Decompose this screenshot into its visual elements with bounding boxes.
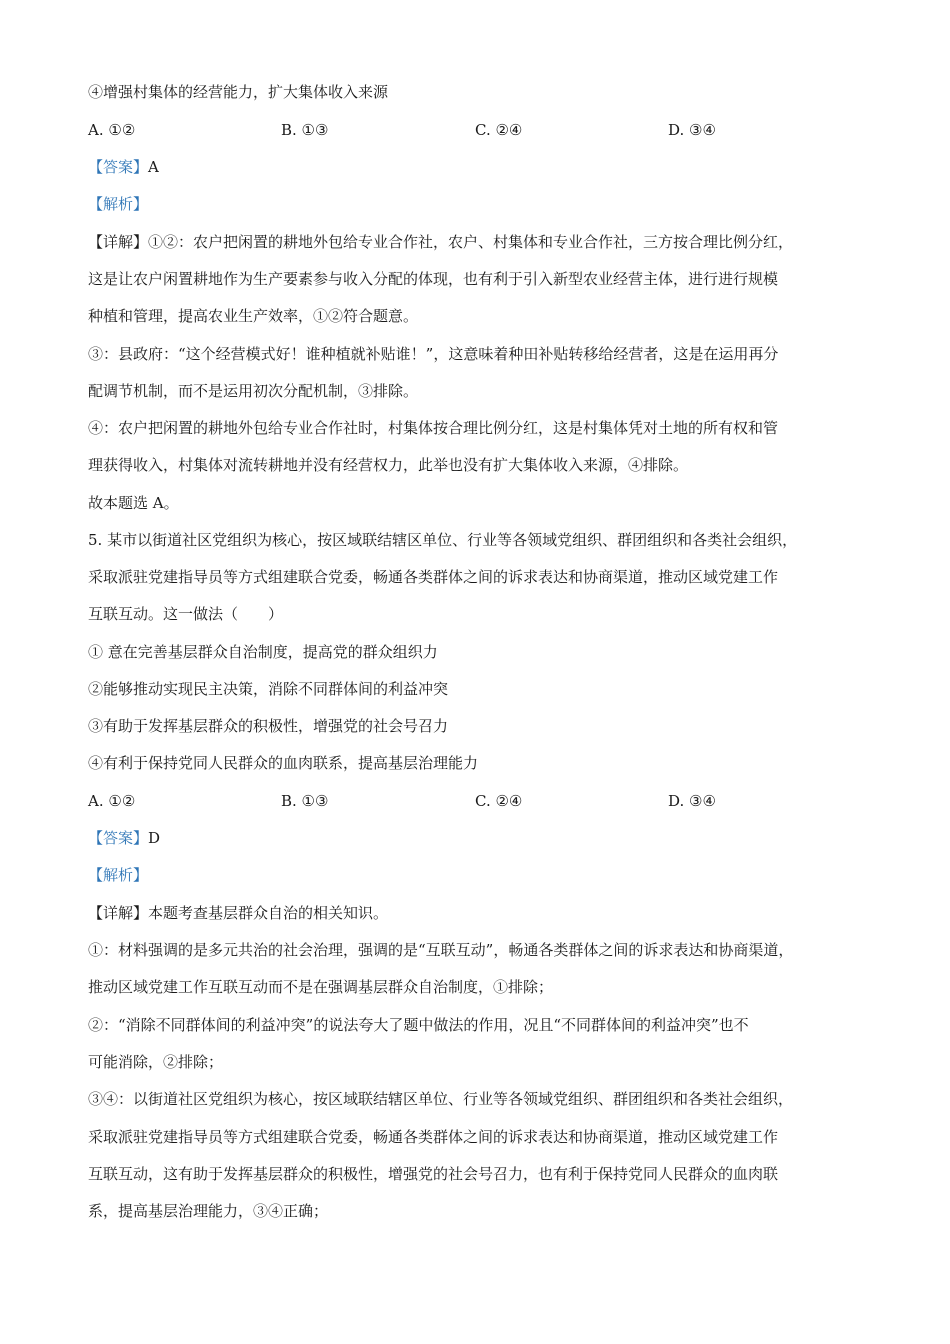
- q5-choices: [88, 791, 878, 811]
- q4-detail-tag: 【详解】: [88, 233, 149, 251]
- q4-answer-value: A: [148, 158, 159, 176]
- q4-explanation-line-5: 配调节机制，而不是运用初次分配机制，③排除。: [88, 382, 419, 400]
- q4-conclusion: 故本题选 A。: [88, 494, 179, 512]
- q4-choice-b: B. ①③: [281, 121, 329, 139]
- q5-explanation-line-5: ③④：以街道社区党组织为核心，按区域联结辖区单位、行业等各领域党组织、群团组织和各类社会组织，: [88, 1090, 794, 1108]
- q5-choice-b: B. ①③: [281, 792, 329, 810]
- q4-explanation-line-7: 理获得收入，村集体对流转耕地并没有经营权力，此举也没有扩大集体收入来源，④排除。: [88, 456, 689, 474]
- q4-explanation-line-4: ③：县政府：“这个经营模式好！谁种植就补贴谁！”，这意味着种田补贴转移给经营者，这是在运用再分: [88, 345, 779, 363]
- q5-detail-line: [88, 903, 878, 923]
- q4-answer: [88, 157, 878, 177]
- q5-explanation-line-6: 采取派驻党建指导员等方式组建联合党委，畅通各类群体之间的诉求表达和协商渠道，推动区域党建工作: [88, 1128, 779, 1146]
- q4-answer-tag: 【答案】: [88, 158, 149, 176]
- q4-analysis-tag: 【解析】: [88, 195, 149, 213]
- q5-stem-line-1: 5. 某市以街道社区党组织为核心，按区域联结辖区单位、行业等各领域党组织、群团组织和各类社会组织，: [88, 531, 798, 549]
- q5-option-4: ④有利于保持党同人民群众的血肉联系，提高基层治理能力: [88, 754, 479, 772]
- q4-explanation-line-2: 这是让农户闲置耕地作为生产要素参与收入分配的体现，也有利于引入新型农业经营主体，进行进行规模: [88, 270, 779, 288]
- q5-explanation-line-3: ②：“消除不同群体间的利益冲突”的说法夸大了题中做法的作用，况且“不同群体间的利益冲突”也不: [88, 1016, 749, 1034]
- q5-explanation-line-8: 系，提高基层治理能力，③④正确；: [88, 1202, 329, 1220]
- q5-detail-intro: 本题考查基层群众自治的相关知识。: [148, 904, 389, 922]
- q5-option-2: ②能够推动实现民主决策，消除不同群体间的利益冲突: [88, 680, 449, 698]
- q4-explanation-text-1: ①②：农户把闲置的耕地外包给专业合作社，农户、村集体和专业合作社，三方按合理比例分红，: [148, 233, 794, 251]
- q5-answer: [88, 828, 878, 848]
- q5-option-3: ③有助于发挥基层群众的积极性，增强党的社会号召力: [88, 717, 449, 735]
- q4-explanation-line-3: 种植和管理，提高农业生产效率，①②符合题意。: [88, 307, 419, 325]
- q5-answer-tag: 【答案】: [88, 829, 149, 847]
- q5-detail-tag: 【详解】: [88, 904, 149, 922]
- q5-answer-value: D: [148, 829, 161, 847]
- q4-choice-a: A. ①②: [88, 121, 136, 139]
- q4-explanation-line-6: ④：农户把闲置的耕地外包给专业合作社时，村集体按合理比例分红，这是村集体凭对土地的所有权和管: [88, 419, 779, 437]
- q4-choices: [88, 120, 878, 140]
- q5-choice-c: C. ②④: [475, 792, 523, 810]
- q5-analysis-tag: 【解析】: [88, 866, 149, 884]
- q4-choice-c: C. ②④: [475, 121, 523, 139]
- q4-explanation-line-1: [88, 232, 878, 252]
- q5-explanation-line-2: 推动区域党建工作互联互动而不是在强调基层群众自治制度，①排除；: [88, 978, 554, 996]
- q5-stem-line-3: 互联互动。这一做法（ ）: [88, 605, 284, 623]
- q5-choice-a: A. ①②: [88, 792, 136, 810]
- q5-explanation-line-1: ①：材料强调的是多元共治的社会治理，强调的是“互联互动”，畅通各类群体之间的诉求表达和协商渠道，: [88, 941, 794, 959]
- q5-explanation-line-7: 互联互动，这有助于发挥基层群众的积极性，增强党的社会号召力，也有利于保持党同人民群众的血肉联: [88, 1165, 779, 1183]
- q4-choice-d: D. ③④: [668, 121, 716, 139]
- q5-stem-line-2: 采取派驻党建指导员等方式组建联合党委，畅通各类群体之间的诉求表达和协商渠道，推动区域党建工作: [88, 568, 779, 586]
- q5-option-1: ① 意在完善基层群众自治制度，提高党的群众组织力: [88, 643, 438, 661]
- q4-option-4: ④增强村集体的经营能力，扩大集体收入来源: [88, 83, 389, 101]
- q5-explanation-line-4: 可能消除，②排除；: [88, 1053, 224, 1071]
- q5-choice-d: D. ③④: [668, 792, 716, 810]
